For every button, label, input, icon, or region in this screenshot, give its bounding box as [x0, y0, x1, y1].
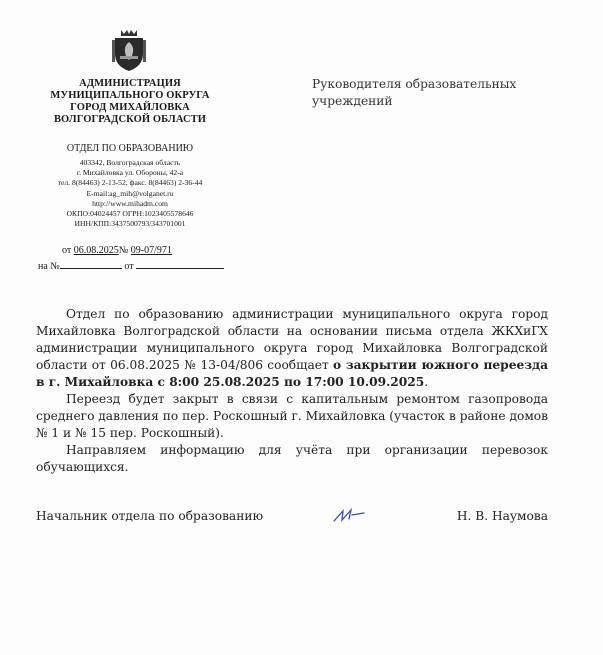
paragraph-notice: Отдел по образованию администрации муниципального округа город Михайловка Волгоградской области на основании письма отдела ЖКХиГХ администрации муниципального округа город Михайловка Волгоградской области от 06.08.2025 № 13-04/806 сообщает о закрытии южного переезда в г. Михайловка с 8:00 25.08.2025 по 17:00 10.09.2025.: [36, 307, 549, 389]
signatory-position: Начальник отдела по образованию: [36, 509, 264, 523]
department-name: ОТДЕЛ ПО ОБРАЗОВАНИЮ: [66, 143, 194, 154]
address-block: [30, 158, 230, 229]
registration-line: от 06.08.2025№ 09-07/971: [62, 245, 172, 256]
okpo-line: ОКПО:04024457 ОГРН:1023405578646: [66, 209, 194, 219]
letter-body: [36, 306, 548, 476]
handwritten-signature: [331, 505, 367, 527]
signature-row: [36, 509, 548, 529]
reference-date-blank: [136, 259, 224, 269]
address-line: г. Михайловка ул. Обороны, 42-а: [76, 168, 184, 178]
signatory-name: Н. В. Наумова: [456, 509, 548, 523]
registration-date: 06.08.2025: [73, 245, 119, 256]
organization-name: АДМИНИСТРАЦИЯ МУНИЦИПАЛЬНОГО ОКРУГА ГОРОД МИХАЙЛОВКА ВОЛГОГРАДСКОЙ ОБЛАСТИ: [50, 78, 210, 125]
reference-line: на № от: [38, 259, 224, 272]
registration-number: 09-07/971: [130, 245, 172, 256]
phone-line: тел. 8(84463) 2-13-52, факс. 8(84463) 2-36-44: [57, 178, 203, 188]
paragraph-purpose: Направляем информацию для учёта при организации перевозок обучающихся.: [36, 443, 548, 474]
website-line: http://www.mihadm.com: [92, 198, 168, 208]
recipient-block: Руководителя образовательных учреждений: [312, 77, 517, 108]
paragraph-reason: Переезд будет закрыт в связи с капитальным ремонтом газопровода среднего давления по пер. Роскошный г. Михайловка (участок в районе домов № 1 и № 15 пер. Роскошный).: [36, 392, 548, 440]
email-line: E-mail:ag_mih@volganet.ru: [86, 188, 174, 198]
address-line: 403342, Волгоградская область: [79, 158, 181, 167]
coat-of-arms-icon: [112, 28, 146, 72]
reference-number-blank: [60, 259, 122, 269]
inn-line: ИНН/КПП:3437500793/343701001: [74, 219, 186, 229]
closure-details: о закрытии южного переезда в г. Михайловка с 8:00 25.08.2025 по 17:00 10.09.2025: [36, 358, 549, 389]
